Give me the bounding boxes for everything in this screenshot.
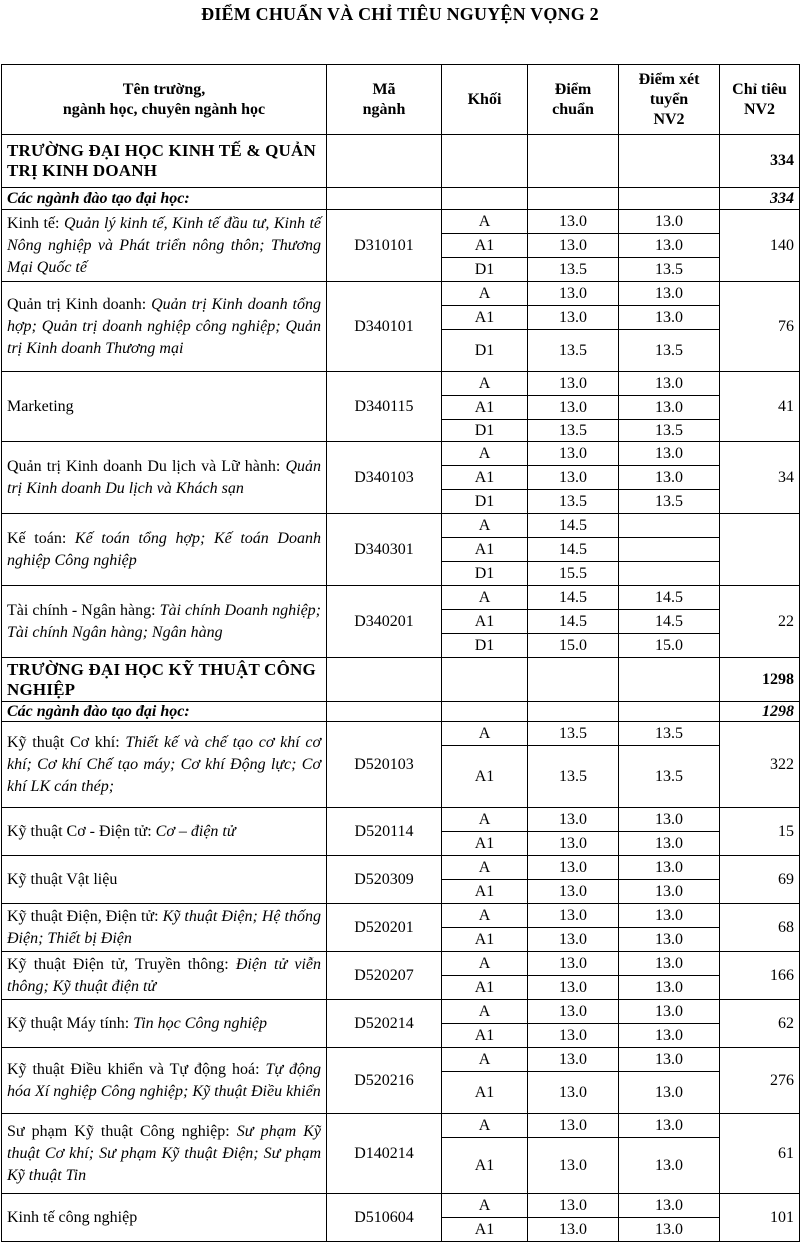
major-name bbox=[2, 904, 327, 952]
nv2-score-cell: 13.0 bbox=[619, 234, 720, 258]
major-name bbox=[2, 722, 327, 808]
major-code: D520309 bbox=[327, 856, 442, 904]
score-cell: 13.0 bbox=[528, 372, 619, 396]
major-code: D520214 bbox=[327, 1000, 442, 1048]
nv2-score-cell: 13.5 bbox=[619, 258, 720, 282]
table-row bbox=[2, 210, 800, 234]
major-code: D510604 bbox=[327, 1194, 442, 1242]
major-quota: 140 bbox=[720, 210, 800, 282]
score-cell: 13.0 bbox=[528, 210, 619, 234]
major-code: D520103 bbox=[327, 722, 442, 808]
block-cell: A1 bbox=[442, 1072, 528, 1114]
major-quota: 68 bbox=[720, 904, 800, 952]
score-cell: 13.5 bbox=[528, 330, 619, 372]
major-name bbox=[2, 514, 327, 586]
header-block: Khối bbox=[442, 65, 528, 135]
block-cell: A1 bbox=[442, 1138, 528, 1194]
block-cell: A bbox=[442, 210, 528, 234]
header-name: Tên trường, ngành học, chuyên ngành học bbox=[2, 65, 327, 135]
table-row bbox=[2, 586, 800, 610]
score-cell: 15.0 bbox=[528, 634, 619, 658]
university-name: TRƯỜNG ĐẠI HỌC KINH TẾ & QUẢN TRỊ KINH DOANH bbox=[2, 135, 327, 188]
block-cell: A1 bbox=[442, 976, 528, 1000]
empty-cell bbox=[442, 658, 528, 702]
table-row bbox=[2, 904, 800, 928]
header-score: Điểm chuẩn bbox=[528, 65, 619, 135]
block-cell: A bbox=[442, 904, 528, 928]
block-cell: A1 bbox=[442, 928, 528, 952]
university-quota: 334 bbox=[720, 135, 800, 188]
major-title: Quản trị Kinh doanh: bbox=[7, 295, 152, 313]
score-cell: 13.0 bbox=[528, 904, 619, 928]
block-cell: A bbox=[442, 372, 528, 396]
empty-cell bbox=[327, 658, 442, 702]
score-cell: 13.0 bbox=[528, 856, 619, 880]
major-code: D340115 bbox=[327, 372, 442, 442]
table-row bbox=[2, 1114, 800, 1138]
major-quota: 76 bbox=[720, 282, 800, 372]
nv2-score-cell: 13.0 bbox=[619, 856, 720, 880]
score-cell: 13.5 bbox=[528, 258, 619, 282]
major-title: Kế toán: bbox=[7, 529, 75, 547]
major-quota: 166 bbox=[720, 952, 800, 1000]
major-name bbox=[2, 210, 327, 282]
major-title: Kỹ thuật Cơ khí: bbox=[7, 733, 126, 751]
major-title: Kỹ thuật Cơ - Điện tử: bbox=[7, 822, 156, 840]
score-cell: 13.5 bbox=[528, 420, 619, 442]
score-cell: 13.0 bbox=[528, 928, 619, 952]
major-name bbox=[2, 808, 327, 856]
score-cell: 13.0 bbox=[528, 306, 619, 330]
major-title: Marketing bbox=[7, 397, 74, 415]
major-code: D520207 bbox=[327, 952, 442, 1000]
nv2-score-cell: 13.0 bbox=[619, 1000, 720, 1024]
major-name bbox=[2, 952, 327, 1000]
score-cell: 13.0 bbox=[528, 466, 619, 490]
block-cell: D1 bbox=[442, 420, 528, 442]
major-quota: 22 bbox=[720, 586, 800, 658]
major-quota: 101 bbox=[720, 1194, 800, 1242]
nv2-score-cell: 13.0 bbox=[619, 1138, 720, 1194]
score-cell: 13.0 bbox=[528, 1138, 619, 1194]
university-quota: 1298 bbox=[720, 658, 800, 702]
block-cell: D1 bbox=[442, 330, 528, 372]
nv2-score-cell bbox=[619, 514, 720, 538]
score-cell: 13.5 bbox=[528, 746, 619, 808]
major-code: D140214 bbox=[327, 1114, 442, 1194]
empty-cell bbox=[528, 702, 619, 722]
admission-table bbox=[1, 64, 800, 1242]
major-specializations: Thiết kế và chế tạo cơ khí cơ khí; Cơ khí Chế tạo máy; Cơ khí Động lực; Cơ khí LK cán thép; bbox=[7, 733, 321, 795]
score-cell: 13.0 bbox=[528, 832, 619, 856]
nv2-score-cell: 13.5 bbox=[619, 746, 720, 808]
block-cell: A bbox=[442, 722, 528, 746]
subheading-label: Các ngành đào tạo đại học: bbox=[2, 188, 327, 210]
block-cell: A bbox=[442, 586, 528, 610]
score-cell: 13.0 bbox=[528, 1048, 619, 1072]
nv2-score-cell: 13.0 bbox=[619, 952, 720, 976]
nv2-score-cell: 13.5 bbox=[619, 722, 720, 746]
score-cell: 13.0 bbox=[528, 880, 619, 904]
major-code: D310101 bbox=[327, 210, 442, 282]
empty-cell bbox=[619, 658, 720, 702]
nv2-score-cell: 15.0 bbox=[619, 634, 720, 658]
block-cell: A bbox=[442, 1194, 528, 1218]
empty-cell bbox=[528, 658, 619, 702]
major-code: D340101 bbox=[327, 282, 442, 372]
block-cell: A1 bbox=[442, 746, 528, 808]
major-title: Sư phạm Kỹ thuật Công nghiệp: bbox=[7, 1122, 237, 1140]
major-title: Kỹ thuật Điện tử, Truyền thông: bbox=[7, 955, 236, 973]
nv2-score-cell: 13.0 bbox=[619, 210, 720, 234]
subheading-row bbox=[2, 702, 800, 722]
major-name bbox=[2, 1000, 327, 1048]
major-quota: 322 bbox=[720, 722, 800, 808]
nv2-score-cell: 13.0 bbox=[619, 1072, 720, 1114]
score-cell: 13.0 bbox=[528, 396, 619, 420]
table-row bbox=[2, 1194, 800, 1218]
nv2-score-cell: 13.0 bbox=[619, 442, 720, 466]
table-row bbox=[2, 808, 800, 832]
nv2-score-cell: 13.0 bbox=[619, 282, 720, 306]
nv2-score-cell: 14.5 bbox=[619, 610, 720, 634]
score-cell: 13.5 bbox=[528, 490, 619, 514]
nv2-score-cell: 13.0 bbox=[619, 880, 720, 904]
block-cell: A1 bbox=[442, 466, 528, 490]
major-quota: 34 bbox=[720, 442, 800, 514]
score-cell: 13.0 bbox=[528, 1218, 619, 1242]
score-cell: 14.5 bbox=[528, 514, 619, 538]
block-cell: A1 bbox=[442, 538, 528, 562]
empty-cell bbox=[442, 188, 528, 210]
block-cell: A bbox=[442, 952, 528, 976]
block-cell: D1 bbox=[442, 634, 528, 658]
major-quota: 69 bbox=[720, 856, 800, 904]
block-cell: A1 bbox=[442, 832, 528, 856]
score-cell: 13.0 bbox=[528, 1072, 619, 1114]
header-row bbox=[2, 65, 800, 135]
header-nv2-score: Điểm xét tuyển NV2 bbox=[619, 65, 720, 135]
score-cell: 14.5 bbox=[528, 538, 619, 562]
score-cell: 14.5 bbox=[528, 586, 619, 610]
major-quota bbox=[720, 514, 800, 586]
block-cell: A1 bbox=[442, 1218, 528, 1242]
empty-cell bbox=[619, 135, 720, 188]
major-quota: 62 bbox=[720, 1000, 800, 1048]
major-specializations: Quản lý kinh tế, Kinh tế đầu tư, Kinh tế Nông nghiệp và Phát triển nông thôn; Thương Mại Quốc tế bbox=[7, 214, 321, 276]
subheading-label: Các ngành đào tạo đại học: bbox=[2, 702, 327, 722]
document-title: ĐIỂM CHUẨN VÀ CHỈ TIÊU NGUYỆN VỌNG 2 bbox=[201, 4, 599, 24]
major-name bbox=[2, 1114, 327, 1194]
nv2-score-cell: 13.0 bbox=[619, 1218, 720, 1242]
major-name bbox=[2, 442, 327, 514]
major-code: D340201 bbox=[327, 586, 442, 658]
major-title: Kỹ thuật Điện, Điện tử: bbox=[7, 907, 163, 925]
block-cell: A bbox=[442, 1048, 528, 1072]
nv2-score-cell bbox=[619, 538, 720, 562]
major-name bbox=[2, 1048, 327, 1114]
score-cell: 15.5 bbox=[528, 562, 619, 586]
nv2-score-cell: 13.5 bbox=[619, 420, 720, 442]
header-quota: Chỉ tiêu NV2 bbox=[720, 65, 800, 135]
score-cell: 13.0 bbox=[528, 1114, 619, 1138]
university-row bbox=[2, 658, 800, 702]
major-specializations: Sư phạm Kỹ thuật Cơ khí; Sư phạm Kỹ thuật Điện; Sư phạm Kỹ thuật Tin bbox=[7, 1122, 322, 1184]
major-code: D340301 bbox=[327, 514, 442, 586]
score-cell: 13.0 bbox=[528, 234, 619, 258]
block-cell: A1 bbox=[442, 880, 528, 904]
nv2-score-cell: 13.0 bbox=[619, 1194, 720, 1218]
empty-cell bbox=[528, 188, 619, 210]
major-code: D520216 bbox=[327, 1048, 442, 1114]
empty-cell bbox=[442, 135, 528, 188]
block-cell: A1 bbox=[442, 1024, 528, 1048]
major-title: Kỹ thuật Vật liệu bbox=[7, 870, 118, 888]
block-cell: D1 bbox=[442, 562, 528, 586]
empty-cell bbox=[619, 188, 720, 210]
table-body bbox=[2, 135, 800, 1242]
block-cell: A bbox=[442, 856, 528, 880]
header-code: Mã ngành bbox=[327, 65, 442, 135]
major-quota: 15 bbox=[720, 808, 800, 856]
major-code: D520201 bbox=[327, 904, 442, 952]
score-cell: 13.0 bbox=[528, 952, 619, 976]
block-cell: A bbox=[442, 514, 528, 538]
score-cell: 14.5 bbox=[528, 610, 619, 634]
nv2-score-cell: 14.5 bbox=[619, 586, 720, 610]
block-cell: A1 bbox=[442, 234, 528, 258]
university-name: TRƯỜNG ĐẠI HỌC KỸ THUẬT CÔNG NGHIỆP bbox=[2, 658, 327, 702]
table-row bbox=[2, 952, 800, 976]
nv2-score-cell: 13.0 bbox=[619, 976, 720, 1000]
table-row bbox=[2, 722, 800, 746]
major-quota: 41 bbox=[720, 372, 800, 442]
block-cell: A1 bbox=[442, 306, 528, 330]
major-specializations: Điện tử viễn thông; Kỹ thuật điện tử bbox=[7, 955, 321, 995]
table-row bbox=[2, 282, 800, 306]
major-specializations: Tự động hóa Xí nghiệp Công nghiệp; Kỹ thuật Điều khiển bbox=[7, 1060, 322, 1100]
major-specializations: Cơ – điện tử bbox=[155, 822, 236, 840]
major-name bbox=[2, 1194, 327, 1242]
nv2-score-cell: 13.5 bbox=[619, 330, 720, 372]
block-cell: A bbox=[442, 808, 528, 832]
nv2-score-cell: 13.0 bbox=[619, 808, 720, 832]
major-specializations: Quản trị Kinh doanh Du lịch và Khách sạn bbox=[7, 457, 321, 497]
major-name bbox=[2, 856, 327, 904]
score-cell: 13.0 bbox=[528, 1000, 619, 1024]
block-cell: D1 bbox=[442, 490, 528, 514]
block-cell: A1 bbox=[442, 610, 528, 634]
nv2-score-cell: 13.0 bbox=[619, 832, 720, 856]
block-cell: A1 bbox=[442, 396, 528, 420]
major-title: Kỹ thuật Điều khiển và Tự động hoá: bbox=[7, 1060, 266, 1078]
major-name bbox=[2, 282, 327, 372]
subheading-quota: 334 bbox=[720, 188, 800, 210]
university-row bbox=[2, 135, 800, 188]
score-cell: 13.0 bbox=[528, 442, 619, 466]
major-title: Tài chính - Ngân hàng: bbox=[7, 601, 160, 619]
major-title: Kinh tế: bbox=[7, 214, 64, 232]
empty-cell bbox=[327, 702, 442, 722]
table-row bbox=[2, 514, 800, 538]
nv2-score-cell: 13.0 bbox=[619, 372, 720, 396]
block-cell: A bbox=[442, 282, 528, 306]
table-row bbox=[2, 856, 800, 880]
empty-cell bbox=[442, 702, 528, 722]
major-specializations: Tin học Công nghiệp bbox=[133, 1014, 267, 1032]
major-name bbox=[2, 586, 327, 658]
nv2-score-cell: 13.0 bbox=[619, 928, 720, 952]
major-code: D520114 bbox=[327, 808, 442, 856]
major-title: Kỹ thuật Máy tính: bbox=[7, 1014, 134, 1032]
major-specializations: Kỹ thuật Điện; Hệ thống Điện; Thiết bị Điện bbox=[7, 907, 322, 947]
nv2-score-cell: 13.0 bbox=[619, 1048, 720, 1072]
subheading-quota: 1298 bbox=[720, 702, 800, 722]
score-cell: 13.0 bbox=[528, 976, 619, 1000]
table-row bbox=[2, 1000, 800, 1024]
nv2-score-cell bbox=[619, 562, 720, 586]
major-quota: 276 bbox=[720, 1048, 800, 1114]
table-row bbox=[2, 442, 800, 466]
nv2-score-cell: 13.0 bbox=[619, 396, 720, 420]
empty-cell bbox=[528, 135, 619, 188]
major-specializations: Kế toán tổng hợp; Kế toán Doanh nghiệp Công nghiệp bbox=[7, 529, 321, 569]
nv2-score-cell: 13.0 bbox=[619, 904, 720, 928]
score-cell: 13.0 bbox=[528, 808, 619, 832]
major-specializations: Quản trị Kinh doanh tổng hợp; Quản trị doanh nghiệp công nghiệp; Quản trị Kinh doanh Thương mại bbox=[7, 295, 321, 357]
score-cell: 13.0 bbox=[528, 1024, 619, 1048]
block-cell: A bbox=[442, 442, 528, 466]
nv2-score-cell: 13.0 bbox=[619, 1024, 720, 1048]
subheading-row bbox=[2, 188, 800, 210]
table-row bbox=[2, 372, 800, 396]
table-row bbox=[2, 1048, 800, 1072]
major-specializations: Tài chính Doanh nghiệp; Tài chính Ngân hàng; Ngân hàng bbox=[7, 601, 321, 641]
major-code: D340103 bbox=[327, 442, 442, 514]
score-cell: 13.0 bbox=[528, 1194, 619, 1218]
score-cell: 13.0 bbox=[528, 282, 619, 306]
major-title: Quản trị Kinh doanh Du lịch và Lữ hành: bbox=[7, 457, 286, 475]
score-cell: 13.5 bbox=[528, 722, 619, 746]
nv2-score-cell: 13.0 bbox=[619, 306, 720, 330]
major-name bbox=[2, 372, 327, 442]
empty-cell bbox=[327, 188, 442, 210]
empty-cell bbox=[619, 702, 720, 722]
major-title: Kinh tế công nghiệp bbox=[7, 1208, 138, 1226]
empty-cell bbox=[327, 135, 442, 188]
nv2-score-cell: 13.5 bbox=[619, 490, 720, 514]
block-cell: A bbox=[442, 1114, 528, 1138]
block-cell: A bbox=[442, 1000, 528, 1024]
nv2-score-cell: 13.0 bbox=[619, 1114, 720, 1138]
nv2-score-cell: 13.0 bbox=[619, 466, 720, 490]
major-quota: 61 bbox=[720, 1114, 800, 1194]
block-cell: D1 bbox=[442, 258, 528, 282]
